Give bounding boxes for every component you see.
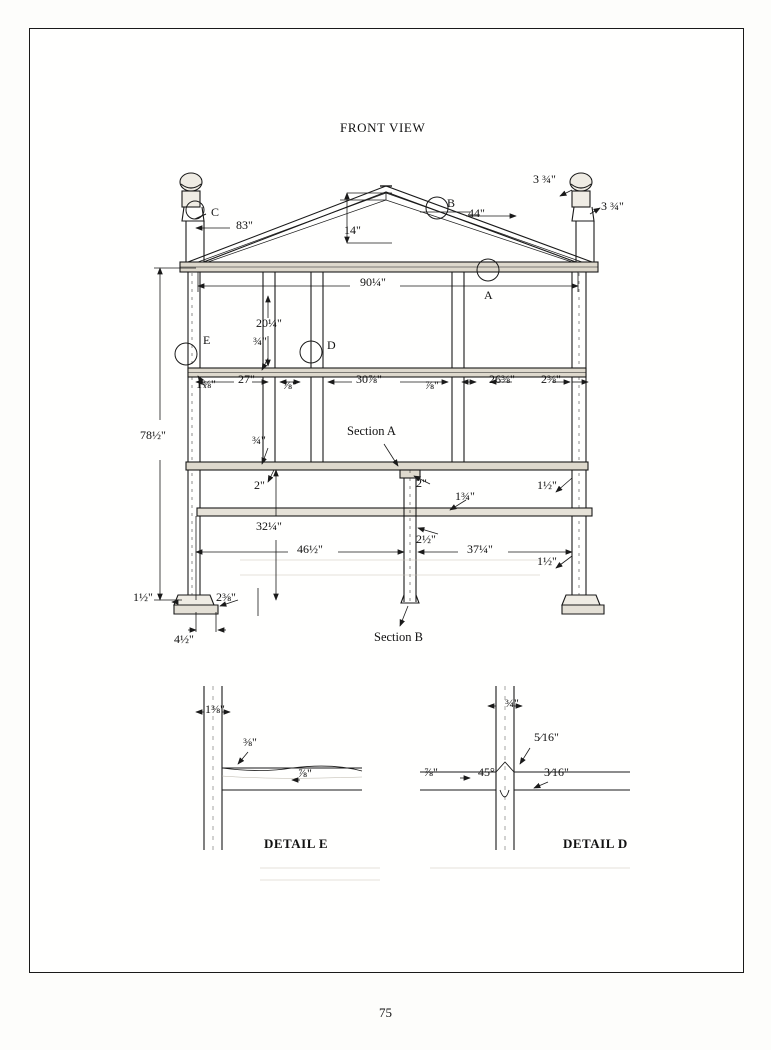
dim-78-1-2: 78½" <box>140 428 166 442</box>
detail-d-title: DETAIL D <box>563 836 628 851</box>
dim-1-3-4: 1¾" <box>455 489 475 503</box>
dim-3-4-upper: ¾" <box>253 334 267 348</box>
section-a-label: Section A <box>347 424 396 438</box>
dim-3-3-4-right: 3 ¾" <box>601 199 624 213</box>
dim-44: 44" <box>468 206 485 220</box>
detail-d-dim-7-8: ⅞" <box>424 765 438 779</box>
callout-bubbles <box>175 197 499 365</box>
dim-30-7-8: 30⅞" <box>356 372 382 386</box>
dim-2-center: 2" <box>416 476 427 490</box>
dim-20-1-4: 20¼" <box>256 316 282 330</box>
callout-e-label: E <box>203 333 211 347</box>
dim-83: 83" <box>236 218 253 232</box>
page-title: FRONT VIEW <box>340 120 426 135</box>
section-b-label: Section B <box>374 630 423 644</box>
detail-e-dim-1-3-8: 1⅜" <box>205 702 225 716</box>
detail-d-dim-5-16: 5⁄16" <box>534 730 559 744</box>
dim-90-1-4: 90¼" <box>360 275 386 289</box>
detail-d-dim-3-4: ¾" <box>505 696 519 710</box>
detail-d-dim-45deg: 45° <box>478 765 495 779</box>
dim-46-1-2: 46½" <box>297 542 323 556</box>
callout-d-label: D <box>327 338 336 352</box>
dim-26-3-8: 26⅜" <box>489 372 515 386</box>
dim-37-1-4: 37¼" <box>467 542 493 556</box>
detail-d-dim-3-16: 3⁄16" <box>544 765 569 779</box>
dim-2-1-2: 2½" <box>416 532 436 546</box>
dim-1-1-2-upper-right: 1½" <box>537 478 557 492</box>
callout-b-label: B <box>447 196 456 210</box>
dim-3-3-4-top: 3 ¾" <box>533 172 556 186</box>
dim-3-4-lower: ¾" <box>252 433 266 447</box>
callout-c-label: C <box>211 205 220 219</box>
dim-1-1-2-lower-right: 1½" <box>537 554 557 568</box>
dim-27: 27" <box>238 372 255 386</box>
dim-1-3-8: 1⅜" <box>196 377 216 391</box>
dim-2-left: 2" <box>254 478 265 492</box>
detail-e-dim-7-8: ⅞" <box>298 766 312 780</box>
detail-e-dim-3-8: ⅜" <box>243 735 257 749</box>
dim-14: 14" <box>344 223 361 237</box>
dim-7-8-right: ⅞" <box>425 378 439 392</box>
dim-4-1-2: 4½" <box>174 632 194 646</box>
dim-32-1-4: 32¼" <box>256 519 282 533</box>
dim-7-8-left: ⅞" <box>283 378 297 392</box>
detail-e-title: DETAIL E <box>264 836 329 851</box>
page-number: 75 <box>379 1005 392 1020</box>
dim-1-1-2-bottom-left: 1½" <box>133 590 153 604</box>
callout-a-label: A <box>484 288 493 302</box>
dim-2-3-8-right: 2⅜" <box>541 372 561 386</box>
dim-2-3-8-bottom: 2⅜" <box>216 590 236 604</box>
